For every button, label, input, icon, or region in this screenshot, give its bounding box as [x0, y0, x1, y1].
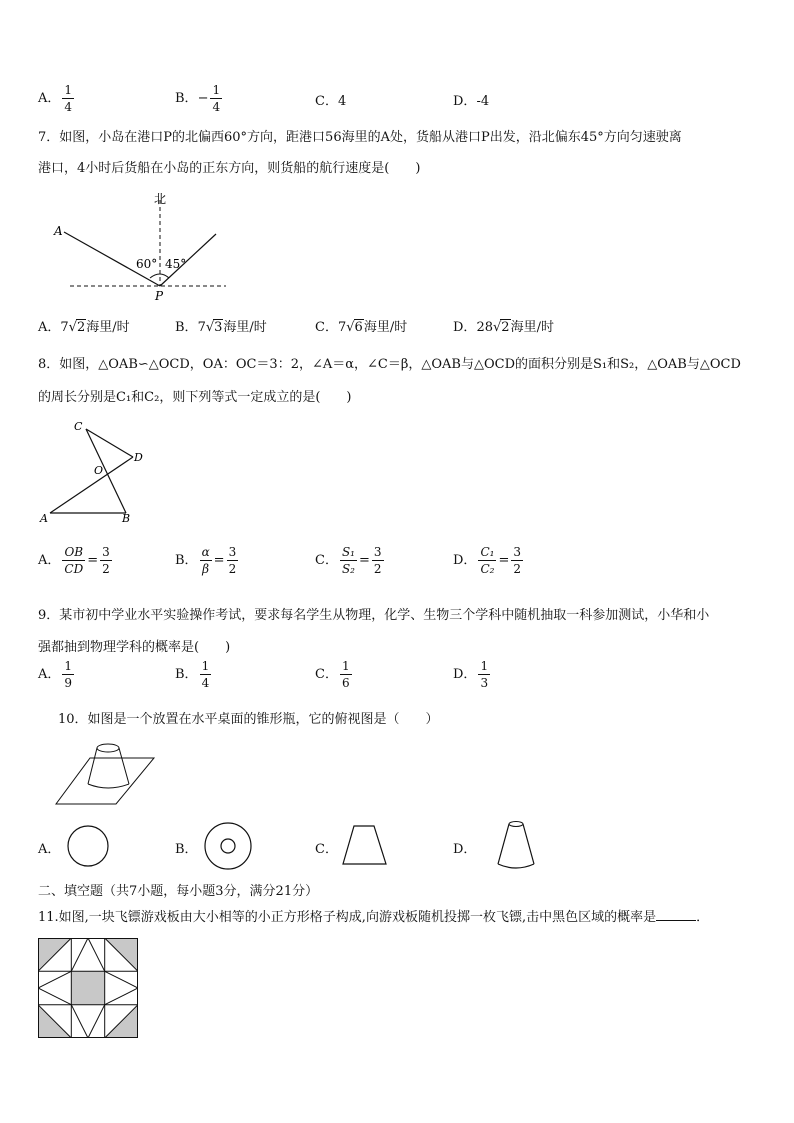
trapezoid-icon — [340, 822, 390, 868]
fraction: $\frac{1}{4}$ — [212, 83, 221, 114]
q10-option-c: C． — [315, 842, 338, 857]
q6-option-b: B．− $\frac{1}{4}$ — [175, 83, 221, 114]
q10-figure-flask — [50, 736, 160, 806]
q9-text-line1: 9．某市初中学业水平实验操作考试，要求每名学生从物理，化学、生物三个学科中随机抽取一科参加测试，小华和小 — [38, 608, 710, 623]
point-c-label: C — [74, 420, 83, 433]
circle-icon — [64, 822, 112, 870]
q8-figure — [36, 417, 156, 527]
q7-option-b: B．7√3海里/时 — [175, 320, 267, 335]
q6-option-c: C．4 — [315, 94, 347, 109]
q9-option-c: C． $\frac{1}{6}$ — [315, 659, 350, 690]
q6-option-d: D．-4 — [453, 94, 490, 109]
angle-60-label: 60° — [136, 257, 158, 271]
q9-option-b: B． $\frac{1}{4}$ — [175, 659, 210, 690]
angle-45-label: 45° — [165, 257, 187, 271]
north-label: 北 — [154, 192, 167, 206]
point-a-label: A — [54, 224, 63, 238]
q11-text-line1: 11.如图,一块飞镖游戏板由大小相等的小正方形格子构成,向游戏板随机投掷一枚飞镖,击中黑色区域的概率是 ． — [38, 910, 710, 925]
q8-option-c: C． $\frac{\text{S₁}}{\text{S₂}}$ = $\frac{3}{2}$ — [315, 545, 382, 576]
q10-option-a: A． — [38, 842, 61, 857]
q8-option-d: D． $\frac{\text{C₁}}{\text{C₂}}$ = $\frac{3}{2}$ — [453, 545, 521, 576]
q8-text-line1: 8．如图，△OAB∽△OCD，OA：OC＝3：2，∠A＝α，∠C＝β，△OAB与△OCD的面积分别是S₁和S₂，△OAB与△OCD — [38, 357, 741, 372]
answer-blank — [656, 908, 696, 921]
point-p-label: P — [155, 289, 164, 303]
q7-option-a: A．7√2海里/时 — [38, 320, 130, 335]
shaded-square — [71, 971, 104, 1004]
q8-text-line2: 的周长分别是C₁和C₂，则下列等式一定成立的是( ) — [38, 390, 352, 405]
q9-option-d: D． $\frac{1}{3}$ — [453, 659, 489, 690]
q9-text-line2: 强都抽到物理学科的概率是( ) — [38, 640, 231, 655]
dartboard-grid — [38, 938, 138, 1038]
q10-option-d: D． — [453, 842, 477, 857]
q7-option-c: C．7√6海里/时 — [315, 320, 408, 335]
point-d-label: D — [134, 451, 143, 464]
cone-frustum-icon — [494, 818, 538, 872]
q9-option-a: A． $\frac{1}{9}$ — [38, 659, 73, 690]
section-heading: 二、填空题（共7小题，每小题3分，满分21分） — [38, 884, 319, 899]
point-a-label: A — [40, 512, 48, 525]
q7-option-d: D．28√2海里/时 — [453, 320, 554, 335]
q7-text-line2: 港口，4小时后货船在小岛的正东方向，则货船的航行速度是( ) — [38, 161, 421, 176]
q6-option-a: A． $\frac{1}{4}$ — [38, 83, 73, 114]
q7-figure — [48, 188, 233, 303]
point-o-label: O — [94, 464, 104, 477]
concentric-circles-icon — [200, 820, 256, 872]
q7-text-line1: 7．如图，小岛在港口P的北偏西60°方向，距港口56海里的A处，货船从港口P出发，沿北偏东45°方向匀速驶离 — [38, 130, 682, 145]
fraction: $\frac{1}{4}$ — [64, 83, 73, 114]
q10-option-b: B． — [175, 842, 198, 857]
q8-option-b: B． $\frac{\alpha}{\beta}$ = $\frac{3}{2}$ — [175, 545, 237, 576]
q10-text-line1: 10．如图是一个放置在水平桌面的锥形瓶，它的俯视图是（ ） — [58, 712, 439, 727]
q8-option-a: A． $\frac{OB}{CD}$ = $\frac{3}{2}$ — [38, 545, 110, 576]
point-b-label: B — [122, 512, 131, 525]
